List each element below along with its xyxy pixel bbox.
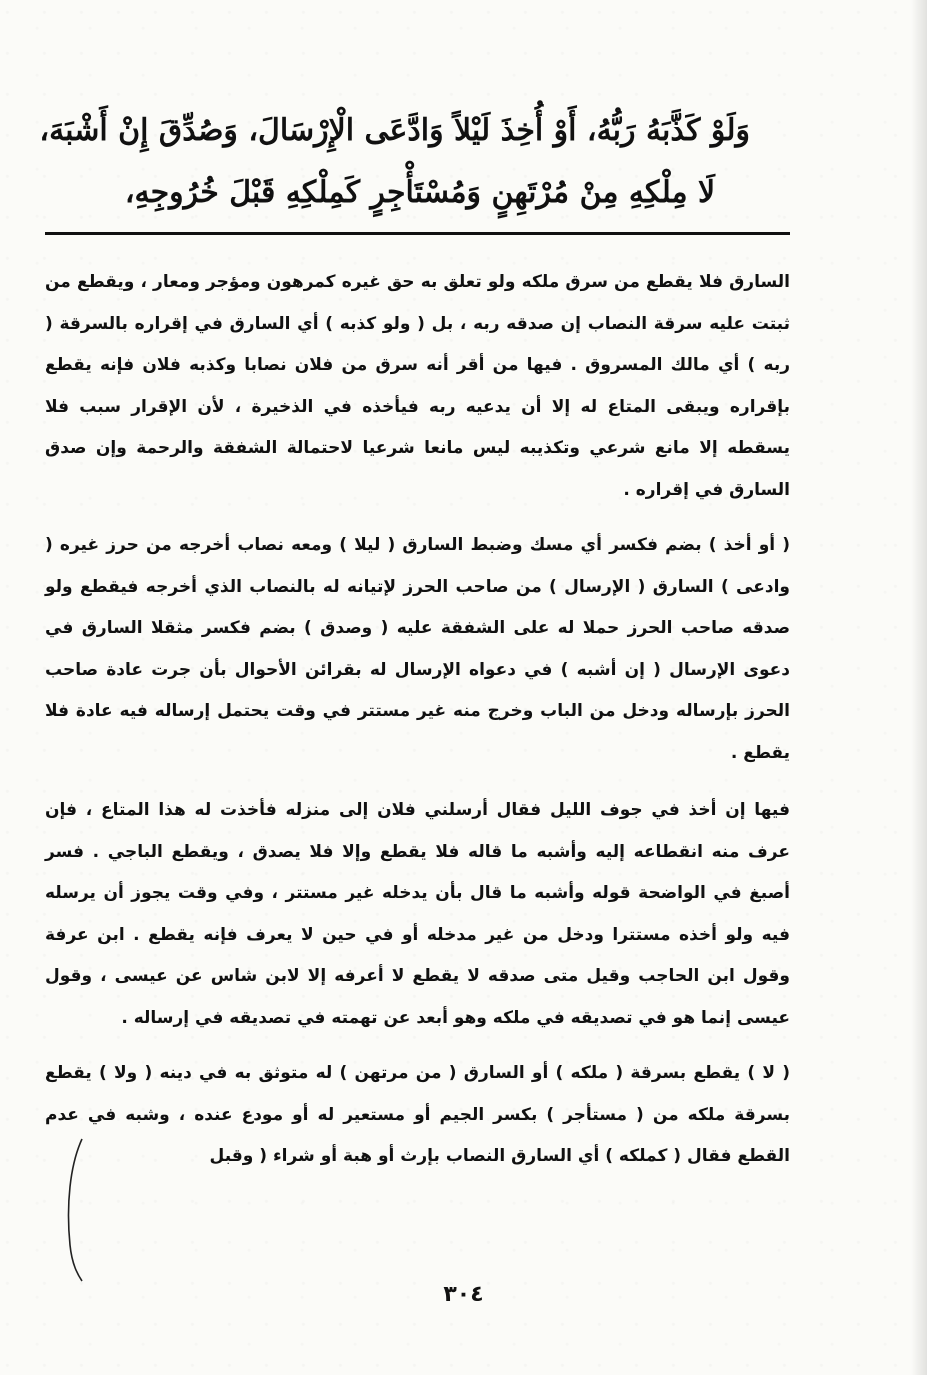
matn-line-2: لَا مِلْكِهِ مِنْ مُرْتَهِنٍ وَمُسْتَأْجِرٍ كَمِلْكِهِ قَبْلَ خُرُوجِهِ، bbox=[124, 175, 716, 210]
commentary-body bbox=[45, 262, 790, 1178]
scan-shadow-edge bbox=[911, 0, 927, 1375]
page-number: ٣٠٤ bbox=[443, 1282, 484, 1307]
paragraph-3: فيها إن أخذ في جوف الليل فقال أرسلني فلان إلى منزله فأخذت له هذا المتاع ، فإن عرف منه انقطاعه إليه وأشبه ما قاله فلا يقطع وإلا فلا يصدق ، ويقطع الباجي . فسر أصبغ في الواضحة قوله وأشبه ما قال بأن يدخله غير مستتر ، وفي وقت يجوز أن يرسله فيه ولو أخذه مستترا ودخل من غير مدخله أو في حين لا يعرف فإنه يقطع . ابن عرفة وقول ابن الحاجب وقيل متى صدقه لا يقطع لا أعرفه إلا لابن شاس عن عيسى ، وقول عيسى إنما هو في تصديقه في ملكه وهو أبعد عن تهمته في تصديقه في إرساله . bbox=[45, 800, 790, 1028]
paragraph-1: السارق فلا يقطع من سرق ملكه ولو تعلق به حق غيره كمرهون ومؤجر ومعار ، ويقطع من ثبتت عليه سرقة النصاب إن صدقه ربه ، بل ( ولو كذبه ) أي السارق في إقراره بالسرقة ( ربه ) أي مالك المسروق . فيها من أقر أنه سرق من فلان نصابا وكذبه فلان فإنه يقطع بإقراره ويبقى المتاع له إلا أن يدعيه ربه فيأخذه في الذخيرة ، لأن الإقرار سبب فلا يسقطه إلا مانع شرعي وتكذيبه ليس مانعا شرعيا لاحتمالة الشفقة والرحمة وإن صدق السارق في إقراره . bbox=[45, 272, 790, 500]
matn-header bbox=[39, 100, 750, 224]
handwritten-margin-mark bbox=[60, 1135, 90, 1285]
matn-line-1: وَلَوْ كَذَّبَهُ رَبُّهُ، أَوْ أُخِذَ لَيْلاً وَادَّعَى الْإِرْسَالَ، وَصُدِّقَ إِنْ أَشْبَهَ، bbox=[39, 113, 750, 148]
paragraph-4: ( لا ) يقطع بسرقة ( ملكه ) أو السارق ( من مرتهن ) له متوثق به في دينه ( ولا ) يقطع بسرقة ملكه من ( مستأجر ) بكسر الجيم أو مستعير له أو مودع عنده ، وشبه في عدم القطع فقال ( كملكه ) أي السارق النصاب بإرث أو هبة أو شراء ( وقبل bbox=[45, 1063, 790, 1166]
header-divider bbox=[45, 232, 790, 235]
paragraph-2: ( أو أخذ ) بضم فكسر أي مسك وضبط السارق ( ليلا ) ومعه نصاب أخرجه من حرز غيره ( وادعى ) السارق ( الإرسال ) من صاحب الحرز لإتيانه له بالنصاب الذي أخرجه فيقطع ولو صدقه صاحب الحرز حملا له على الشفقة عليه ( وصدق ) بضم فكسر مثقلا السارق في دعوى الإرسال ( إن أشبه ) في دعواه الإرسال له بقرائن الأحوال بأن جرت عادة صاحب الحرز بإرساله ودخل من الباب وخرج منه غير مستتر في وقت يحتمل إرساله فيه عادة فلا يقطع . bbox=[45, 535, 790, 763]
